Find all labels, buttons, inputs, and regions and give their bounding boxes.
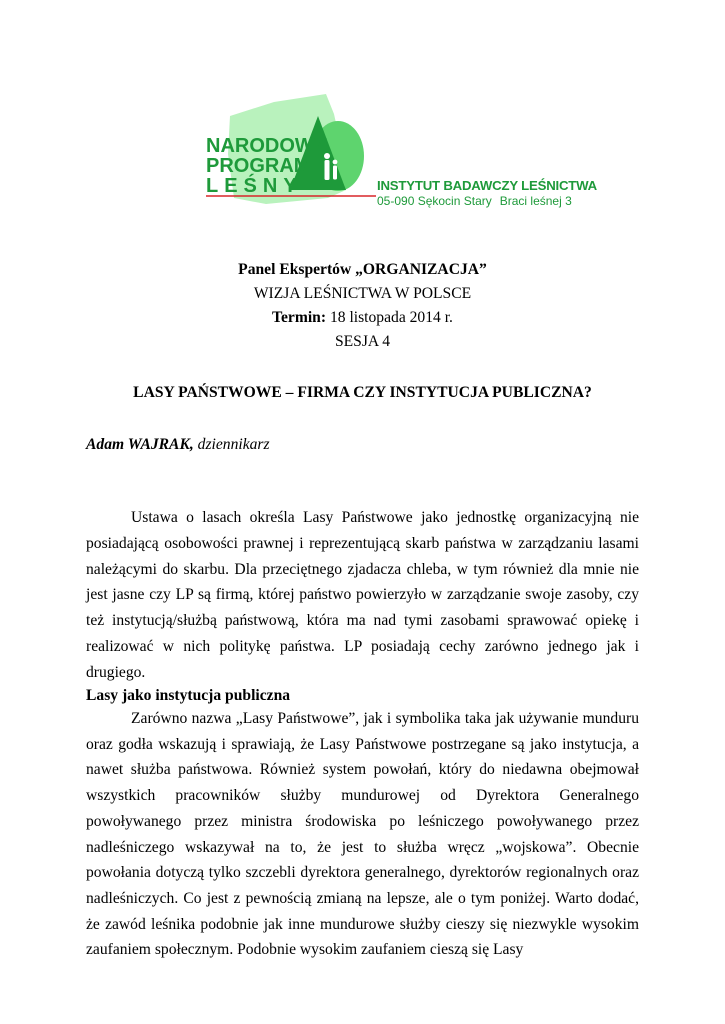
logo-institute-city: 05-090 Sękocin Stary: [377, 194, 492, 208]
logo-text-narodowy: NARODOWY: [206, 135, 328, 157]
logo-text-lesny: LEŚNY: [206, 175, 303, 197]
author-name: Adam WAJRAK,: [86, 436, 194, 453]
author-role: dziennikarz: [193, 436, 270, 453]
logo-institute-address: [377, 194, 572, 208]
session-label: SESJA 4: [334, 333, 391, 350]
logo-person-head-2: [333, 160, 338, 165]
logo-institute-street: Braci leśnej 3: [499, 194, 572, 208]
panel-title: Panel Ekspertów „ORGANIZACJA”: [238, 261, 487, 278]
document-title: LASY PAŃSTWOWE – FIRMA CZY INSTYTUCJA PUBLICZNA?: [133, 384, 592, 401]
body-paragraph-2: Zarówno nazwa „Lasy Państwowe”, jak i symbolika taka jak używanie munduru oraz godła wskazują i sprawiają, że Lasy Państwowe postrzegane są jako instytucja, a nawet służba państwowa. Również system powołań, który do niedawna obejmował wszystkich pracowników służby mundurowej od Dyrektora Generalnego powoływanego przez ministra środowiska po leśniczego powoływanego przez nadleśniczego wskazywał na to, że jest to służba wręcz „wojskowa”. Obecnie powołania dotyczą tylko szczebli dyrektora generalnego, dyrektorów regionalnych oraz nadleśniczych. Co jest z pewnością zmianą na lepsze, ale o tym poniżej. Warto dodać, że zawód leśnika podobnie jak inne mundurowe służby cieszy się niezwykle wysokim zaufaniem społecznym. Podobnie wysokim zaufaniem cieszą się Lasy: [86, 710, 639, 959]
logo-person-body-2: [333, 166, 337, 180]
header-logo: [200, 94, 598, 218]
date-label: Termin:: [272, 309, 327, 326]
section-heading-public-institution: Lasy jako instytucja publiczna: [86, 687, 291, 704]
vision-title: WIZJA LEŚNICTWA W POLSCE: [253, 285, 472, 302]
logo-institute-name: INSTYTUT BADAWCZY LEŚNICTWA: [377, 178, 598, 193]
body-paragraph-1: Ustawa o lasach określa Lasy Państwowe jako jednostkę organizacyjną nie posiadającą osobowości prawnej i reprezentującą skarb państwa w zarządzaniu lasami należącymi do skarbu. Dla przeciętnego zjadacza chleba, w tym również dla mnie nie jest jasne czy LP są firmą, której państwo powierzyło w zarządzanie swoje zasoby, czy też instytucją/służbą państwową, która ma nad tymi zasobami sprawować opiekę i realizować w nich politykę państwa. LP posiadają cechy zarówno jednego jak i drugiego.: [86, 509, 639, 681]
author-line: [86, 436, 270, 454]
logo-person-body-1: [325, 160, 330, 180]
logo-text-program: PROGRAM: [206, 155, 311, 177]
date-line: [0, 309, 725, 327]
date-value: 18 listopada 2014 r.: [326, 309, 453, 326]
